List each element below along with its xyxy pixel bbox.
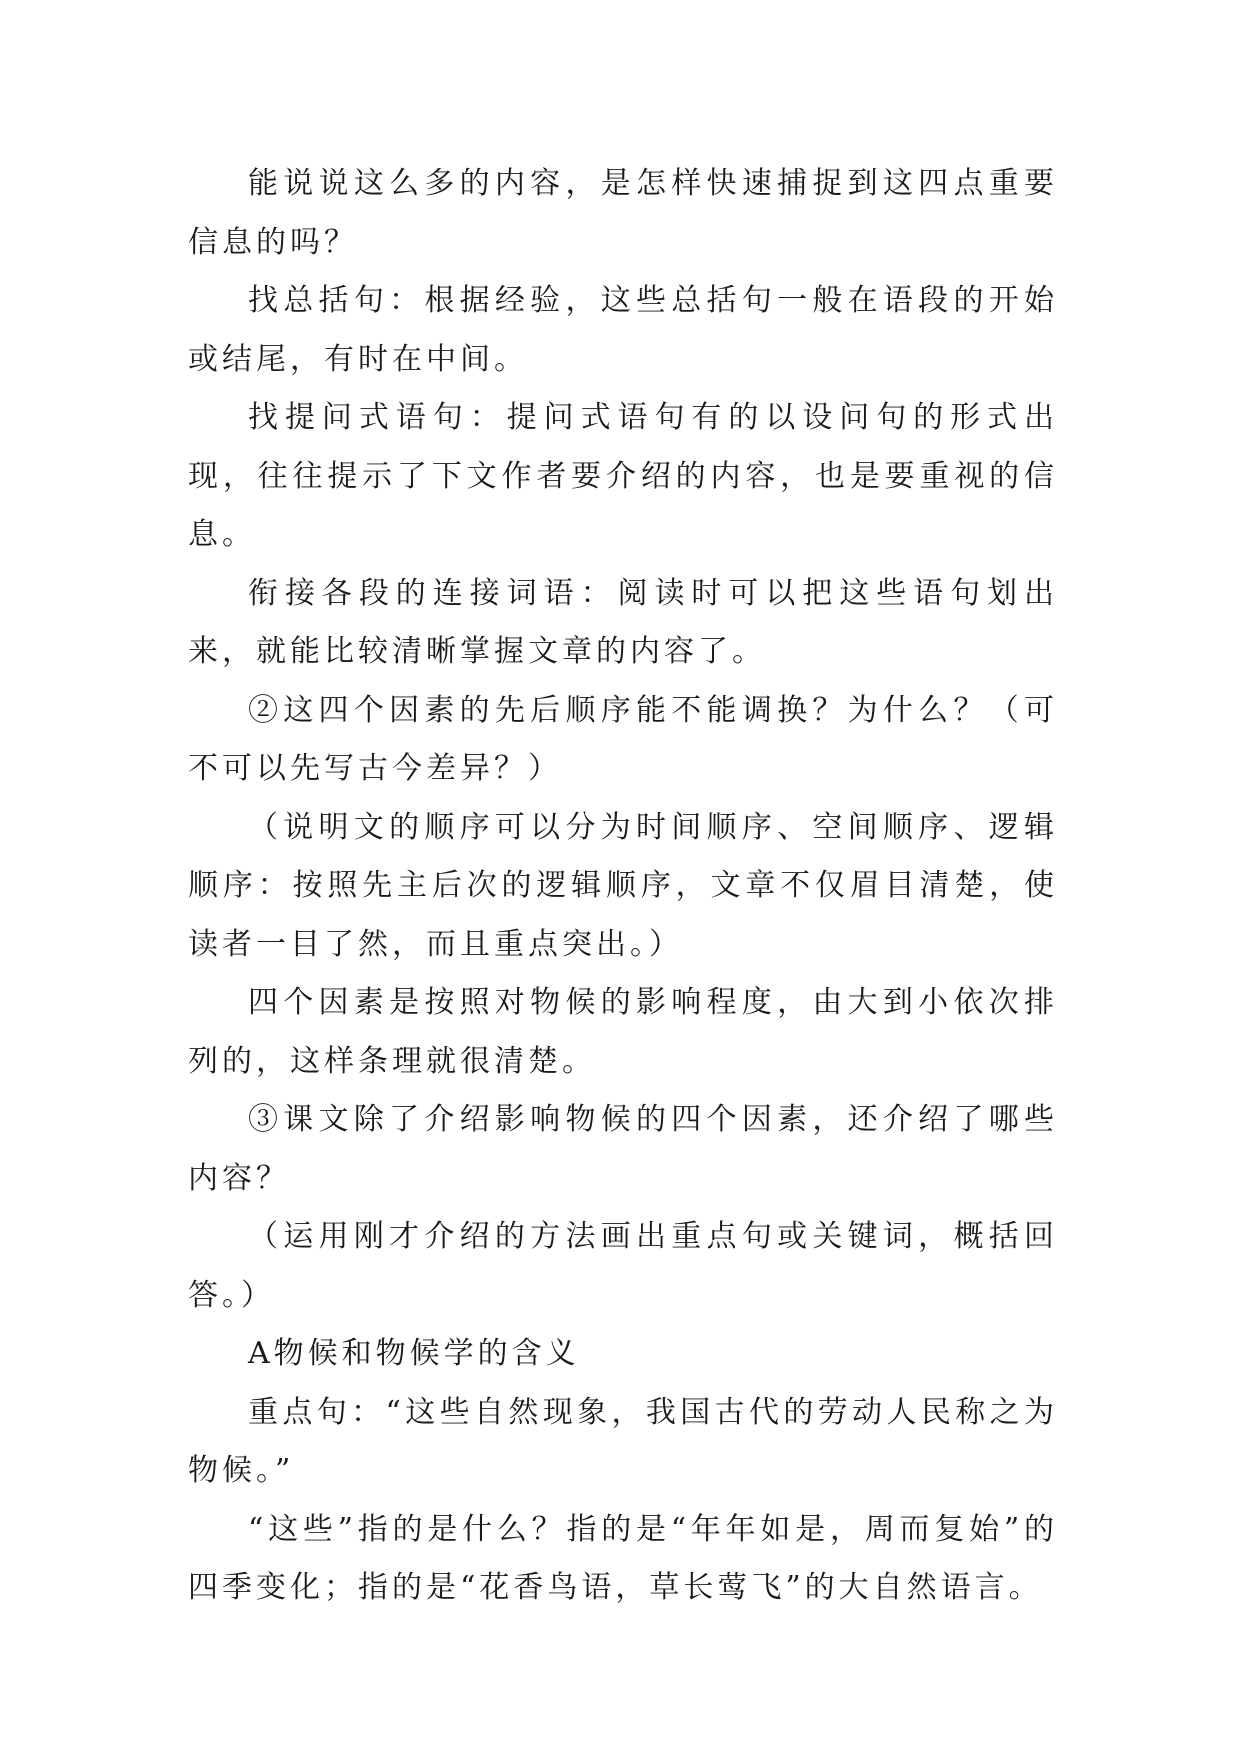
paragraph: ③课文除了介绍影响物候的四个因素，还介绍了哪些内容？ xyxy=(188,1102,1058,1196)
document-body xyxy=(188,155,1058,1618)
paragraph: 找总括句：根据经验，这些总括句一般在语段的开始或结尾，有时在中间。 xyxy=(188,283,1058,377)
paragraph: 重点句：“这些自然现象，我国古代的劳动人民称之为物候。” xyxy=(188,1394,1058,1488)
paragraph: 衔接各段的连接词语：阅读时可以把这些语句划出来，就能比较清晰掌握文章的内容了。 xyxy=(188,575,1058,669)
paragraph: 四个因素是按照对物候的影响程度，由大到小依次排列的，这样条理就很清楚。 xyxy=(188,985,1058,1079)
paragraph: “这些”指的是什么？指的是“年年如是，周而复始”的四季变化；指的是“花香鸟语，草长莺飞”的大自然语言。 xyxy=(188,1511,1058,1605)
paragraph: A物候和物候学的含义 xyxy=(248,1336,580,1371)
paragraph: 找提问式语句：提问式语句有的以设问句的形式出现，往往提示了下文作者要介绍的内容，也是要重视的信息。 xyxy=(188,400,1058,552)
paragraph: （说明文的顺序可以分为时间顺序、空间顺序、逻辑顺序：按照先主后次的逻辑顺序，文章不仅眉目清楚，使读者一目了然，而且重点突出。） xyxy=(188,809,1058,962)
paragraph: 能说说这么多的内容，是怎样快速捕捉到这四点重要信息的吗？ xyxy=(188,166,1058,260)
paragraph: （运用刚才介绍的方法画出重点句或关键词，概括回答。） xyxy=(188,1219,1058,1313)
paragraph: ②这四个因素的先后顺序能不能调换？为什么？（可不可以先写古今差异？） xyxy=(188,692,1058,786)
